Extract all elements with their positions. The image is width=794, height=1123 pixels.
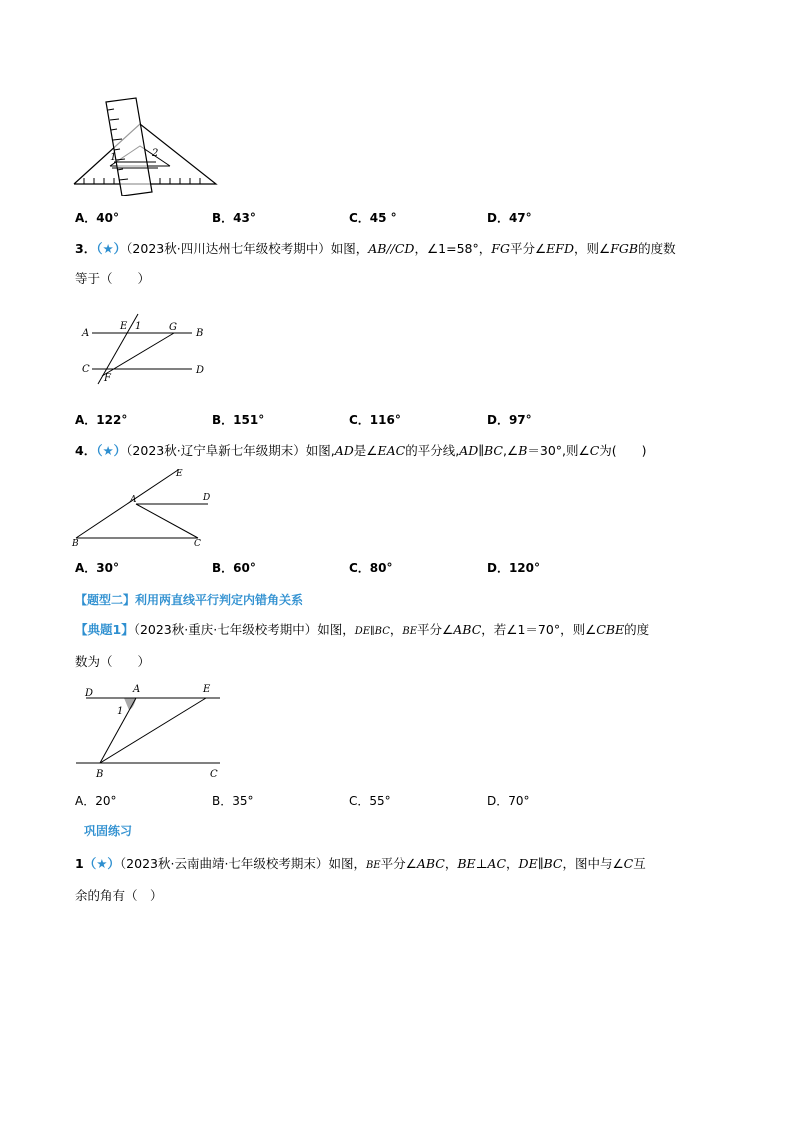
practice-q1-source: （2023秋·云南曲靖·七年级校考期末） — [119, 856, 329, 871]
svg-text:E: E — [203, 684, 211, 695]
svg-text:E: E — [120, 321, 128, 332]
q2-option-a: A．40° — [75, 211, 119, 225]
svg-text:D: D — [85, 688, 94, 699]
svg-text:F: F — [104, 373, 111, 384]
svg-text:D: D — [196, 365, 205, 376]
q2-option-d: D．47° — [487, 211, 532, 225]
q4-option-b: B．60° — [212, 561, 256, 575]
svg-text:A: A — [133, 684, 141, 695]
svg-text:B: B — [196, 328, 204, 339]
example1-option-a: A．20° — [75, 794, 117, 808]
q3-source: （2023秋·四川达州七年级校考期中） — [126, 241, 331, 256]
q3-number: 3． — [75, 241, 97, 256]
q3-stem-line2: 等于（ ） — [75, 271, 151, 286]
star-icon: （★） — [96, 241, 127, 256]
q4-stem: 4．（★）（2023秋·辽宁阜新七年级期末）如图,AD是∠EAC的平分线,AD∥BC,∠B＝30°,则∠C为( ) — [75, 443, 647, 458]
q2-option-c: C．45 ° — [349, 211, 397, 225]
svg-text:C: C — [194, 539, 201, 549]
svg-text:1: 1 — [117, 706, 124, 717]
type2-heading: 【题型二】利用两直线平行判定内错角关系 — [75, 593, 304, 607]
svg-text:C: C — [210, 769, 218, 780]
example1-figure — [74, 680, 224, 784]
q3-stem: 3．（★）（2023秋·四川达州七年级校考期中）如图，AB//CD，∠1=58°，FG平分∠EFD，则∠FGB的度数 等于（ ） — [75, 241, 676, 286]
q3-option-b: B．151° — [212, 413, 265, 427]
q2-option-b: B．43° — [212, 211, 256, 225]
q4-option-d: D．120° — [487, 561, 541, 575]
q3-option-d: D．97° — [487, 413, 532, 427]
star-icon: （★） — [96, 443, 127, 458]
q4-number: 4． — [75, 443, 97, 458]
svg-text:B: B — [96, 769, 104, 780]
example1-stem: 【典题1】（2023秋·重庆·七年级校考期中）如图，DE∥BC，BE平分∠ABC，若∠1＝70°，则∠CBE的度 数为（ ） — [75, 622, 650, 669]
q2-angle-1-label: 1 — [110, 152, 117, 163]
example1-source: （2023秋·重庆·七年级校考期中） — [133, 622, 318, 637]
svg-text:B: B — [72, 539, 79, 549]
practice-q1-stem: 1（★）（2023秋·云南曲靖·七年级校考期末）如图，BE平分∠ABC，BE⊥AC，DE∥BC，图中与∠C互 余的角有（ ） — [75, 856, 646, 903]
svg-text:A: A — [130, 495, 137, 505]
q2-figure — [70, 96, 220, 196]
q3-figure — [78, 312, 213, 387]
q3-option-a: A．122° — [75, 413, 128, 427]
svg-text:E: E — [176, 469, 183, 479]
q4-option-c: C．80° — [349, 561, 393, 575]
example1-option-b: B．35° — [212, 794, 254, 808]
practice-q1-number: 1 — [75, 856, 84, 871]
star-icon: （★） — [83, 856, 120, 871]
example1-stem-line2: 数为（ ） — [75, 654, 151, 669]
practice-q1-stem-line2: 余的角有（ ） — [75, 888, 163, 903]
q4-option-a: A．30° — [75, 561, 119, 575]
q3-option-c: C．116° — [349, 413, 401, 427]
svg-text:1: 1 — [135, 321, 142, 332]
example1-tag: 【典题1】 — [75, 622, 134, 637]
q4-source: （2023秋·辽宁阜新七年级期末） — [126, 443, 306, 458]
example1-option-c: C．55° — [349, 794, 391, 808]
example1-option-d: D．70° — [487, 794, 530, 808]
svg-text:C: C — [82, 364, 90, 375]
svg-text:D: D — [203, 493, 211, 503]
svg-text:A: A — [82, 328, 90, 339]
q2-angle-2-label: 2 — [152, 148, 159, 159]
q4-figure — [70, 466, 220, 550]
practice-heading: 巩固练习 — [84, 824, 133, 838]
svg-text:G: G — [169, 322, 177, 333]
